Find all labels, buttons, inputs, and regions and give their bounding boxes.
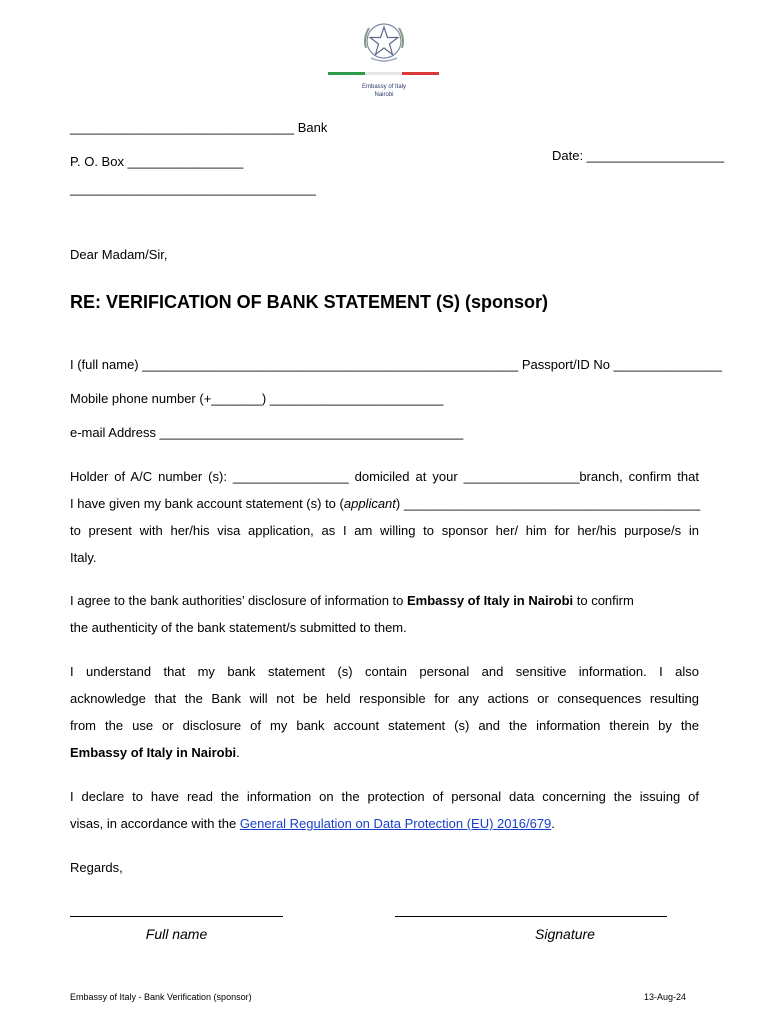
- flag-bar: [328, 72, 439, 75]
- full-name-label: Full name: [145, 926, 208, 942]
- paragraph3-line4-post: .: [236, 745, 240, 760]
- embassy-bold-2: Embassy of Italy in Nairobi: [70, 745, 237, 760]
- paragraph2-line1: [70, 592, 634, 609]
- signature-label: Signature: [535, 926, 595, 942]
- flag-red: [402, 72, 439, 75]
- gdpr-link[interactable]: General Regulation on Data Protection (EU) 2016/679: [239, 816, 552, 831]
- paragraph3-line4: [70, 744, 240, 761]
- mobile-phone-field: Mobile phone number (+_______) ________________________: [70, 391, 444, 406]
- full-name-signature-line: [70, 916, 283, 917]
- salutation: Dear Madam/Sir,: [70, 247, 168, 262]
- paragraph1-line2-pre: I have given my bank account statement (s) to (: [70, 496, 344, 511]
- paragraph1-line2-post: ) _________________________________________: [395, 496, 701, 511]
- paragraph4-line2-pre: visas, in accordance with the: [70, 816, 240, 831]
- paragraph1-line3: to present with her/his visa application, as I am willing to sponsor her/ him for her/his purpose/s in: [70, 523, 699, 538]
- pobox-field: P. O. Box ________________: [70, 154, 244, 169]
- paragraph1-line4: Italy.: [70, 550, 97, 565]
- embassy-caption-line2: Nairobi: [374, 92, 394, 98]
- date-field: Date: ___________________: [552, 148, 725, 163]
- paragraph3-line3: from the use or disclosure of my bank account statement (s) and the information therein by the: [70, 718, 699, 733]
- embassy-bold-1: Embassy of Italy in Nairobi: [406, 593, 574, 608]
- footer-left: Embassy of Italy - Bank Verification (sponsor): [70, 992, 252, 1002]
- bank-name-field: _______________________________ Bank: [70, 120, 328, 135]
- footer-date: 13-Aug-24: [644, 992, 687, 1002]
- paragraph3-line1: I understand that my bank statement (s) contain personal and sensitive information. I also: [70, 664, 699, 679]
- paragraph2-line2: the authenticity of the bank statement/s submitted to them.: [70, 620, 407, 635]
- paragraph4-line1: I declare to have read the information on the protection of personal data concerning the issuing of: [70, 789, 699, 804]
- applicant-label: applicant: [343, 496, 396, 511]
- flag-green: [328, 72, 365, 75]
- closing-regards: Regards,: [70, 860, 123, 875]
- paragraph4-line2-post: .: [551, 816, 555, 831]
- italian-emblem-icon: [361, 18, 407, 64]
- paragraph1-line1: Holder of A/C number (s): ________________ domiciled at your ________________branch, confirm that: [70, 469, 699, 484]
- address-blank-line: __________________________________: [70, 181, 316, 196]
- signature-line: [395, 916, 667, 917]
- email-field: e-mail Address __________________________________________: [70, 425, 464, 440]
- paragraph3-line2: acknowledge that the Bank will not be held responsible for any actions or consequences resulting: [70, 691, 699, 706]
- paragraph4-line2: [70, 815, 555, 832]
- paragraph2-pre: I agree to the bank authorities’ disclosure of information to: [70, 593, 407, 608]
- paragraph2-post: to confirm: [573, 593, 634, 608]
- full-name-passport-field: I (full name) ____________________________________________________ Passport/ID No _______________: [70, 357, 723, 372]
- embassy-caption-line1: Embassy of Italy: [361, 84, 406, 90]
- letter-title: RE: VERIFICATION OF BANK STATEMENT (S) (sponsor): [70, 292, 548, 312]
- flag-white: [365, 72, 402, 75]
- paragraph1-line2: [70, 495, 700, 512]
